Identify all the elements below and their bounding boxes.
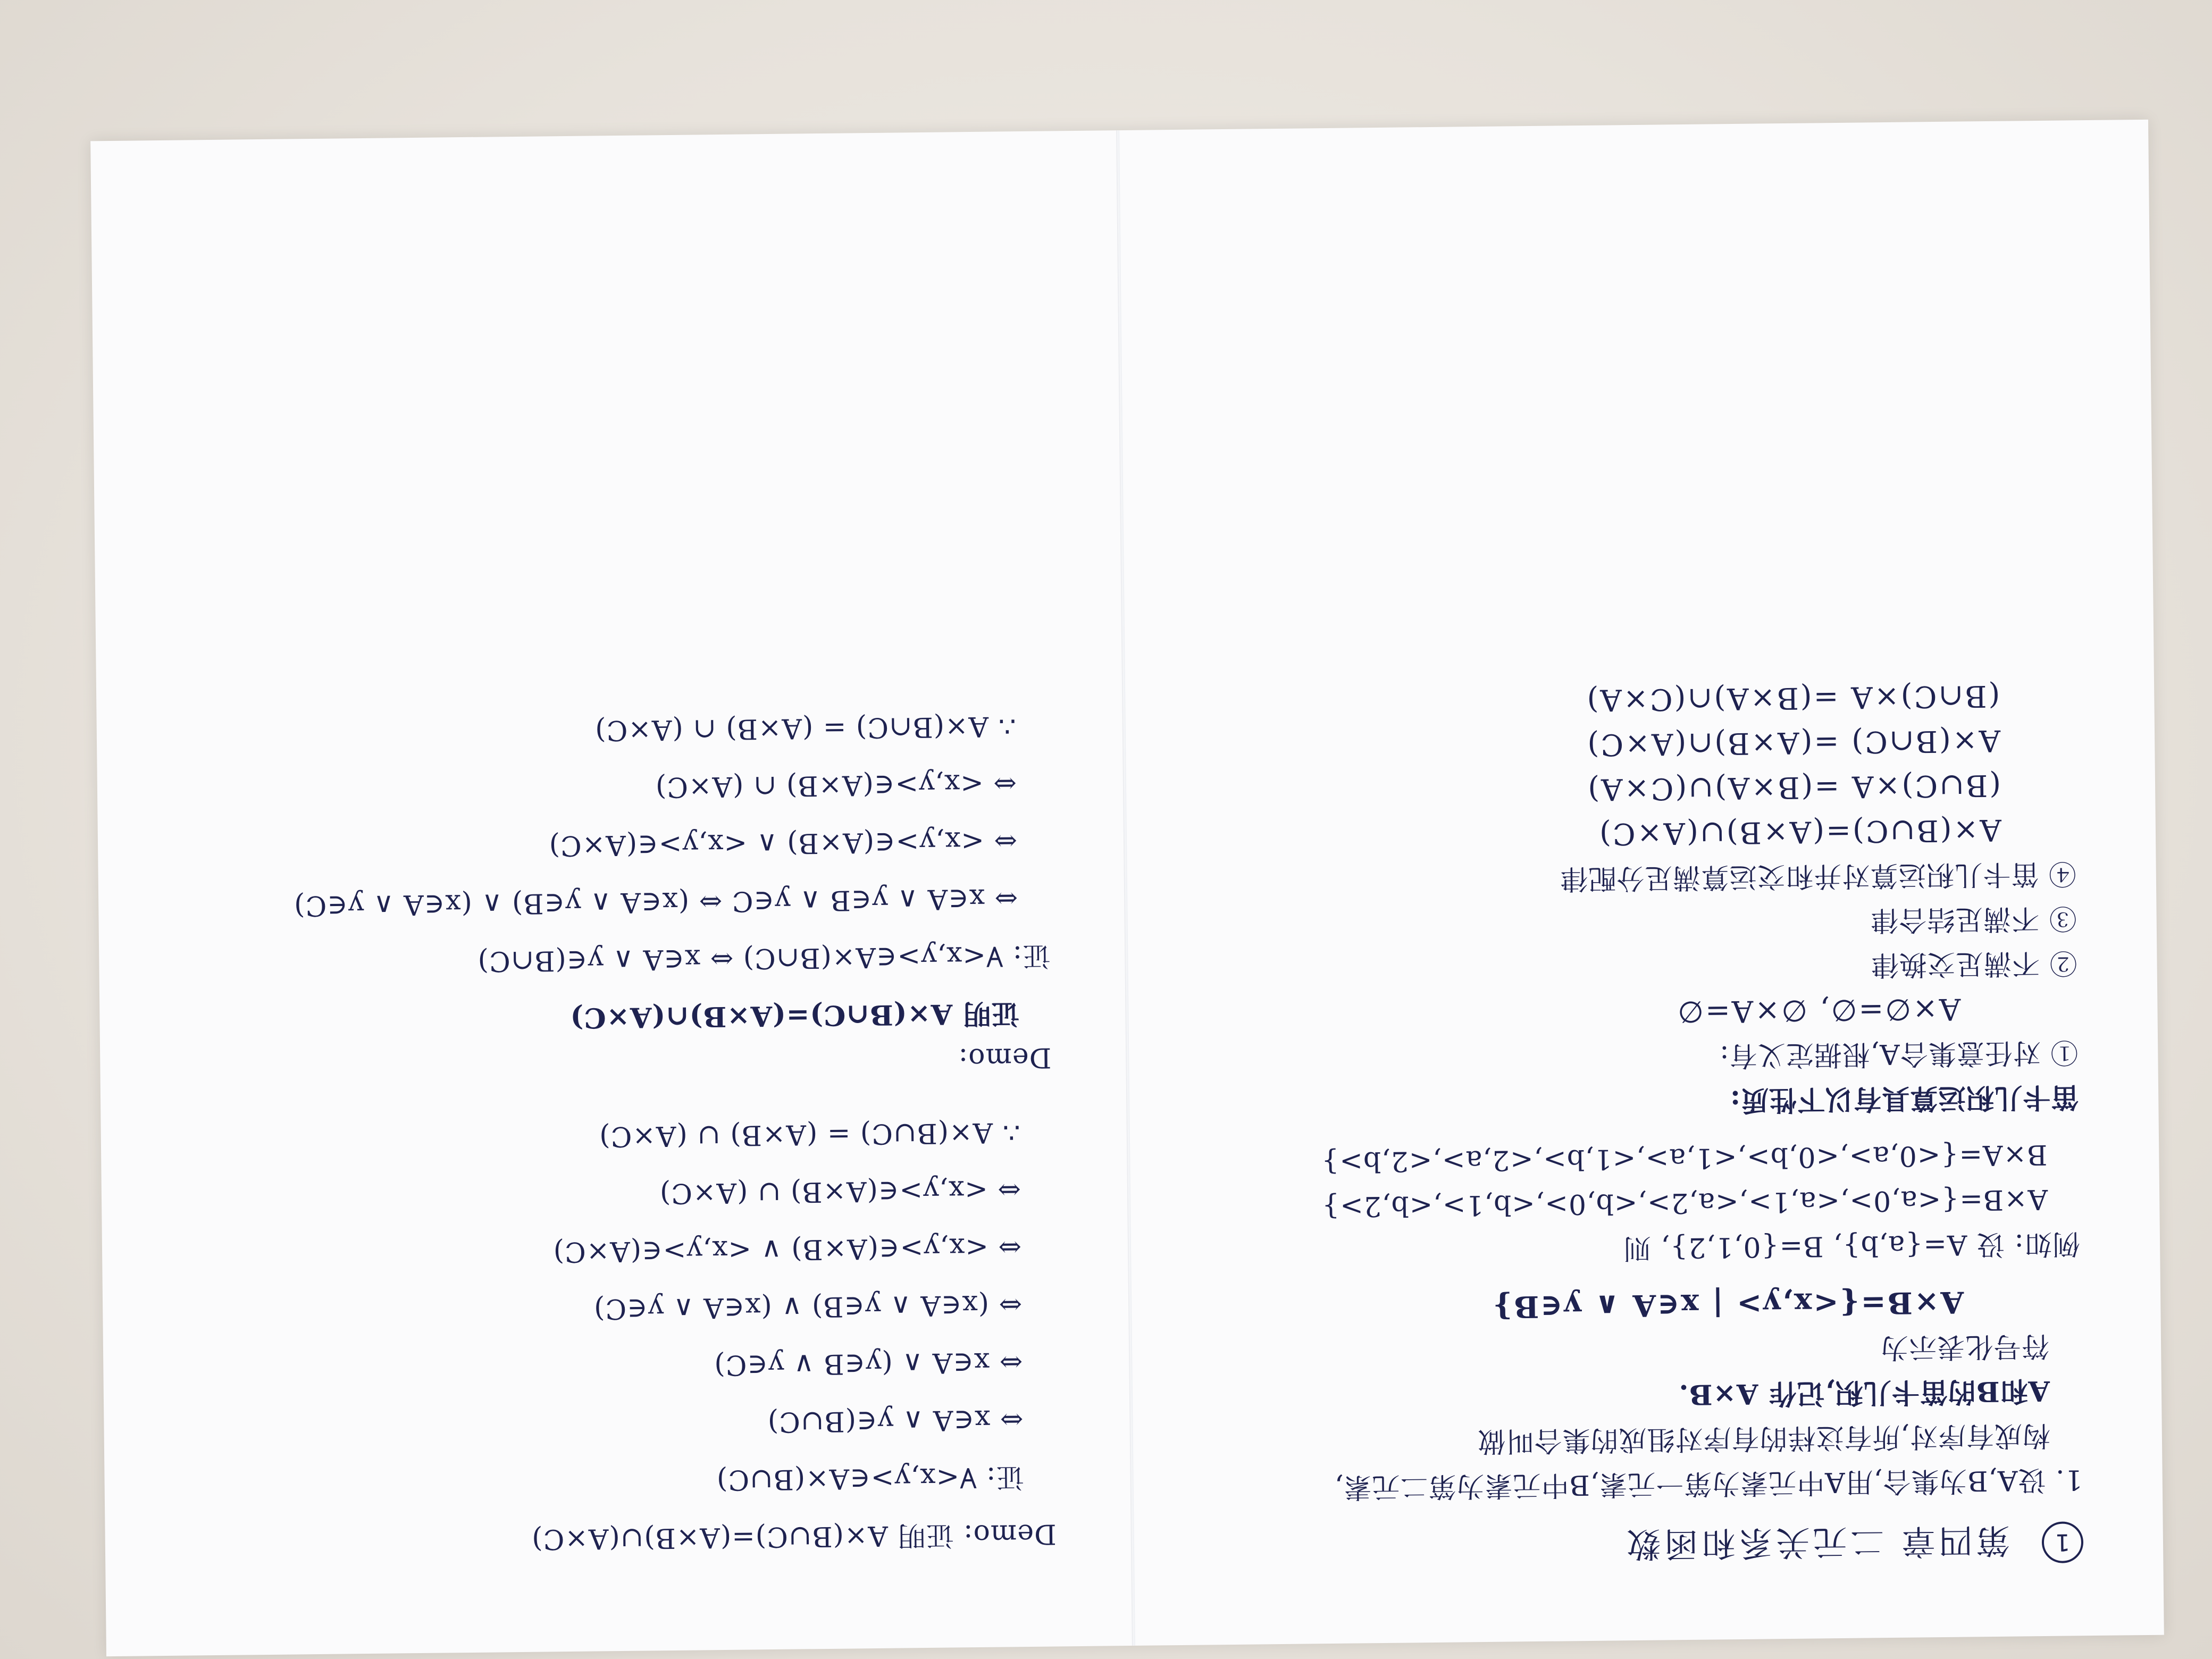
proof1-line: 证: ∀<x,y>∈A×(B∪C) <box>716 1461 1024 1496</box>
proof2-line: ⇔ x∈A ∧ y∈B ∧ y∈C ⇔ (x∈A ∧ y∈B) ∧ (x∈A ∧ y∈C) <box>293 882 1018 922</box>
chapter-heading <box>1198 1518 2084 1576</box>
definition-line: 1. 设A,B为集合,用A中元素为第一元素,B中元素为第二元素, <box>1334 1463 2083 1503</box>
definition-line: 构成有序对,所有这样的有序对组成的集合叫做 <box>1477 1419 2051 1457</box>
chapter-title: 第四章 二元关系和函数 <box>1623 1520 2010 1564</box>
distributive-formula: (B∪C)×A =(B×A)∪(C×A) <box>1586 767 2001 807</box>
left-page <box>1119 120 2164 1646</box>
empty-set-formula: A×∅=∅, ∅×A=∅ <box>1675 991 1961 1029</box>
proof1-line: ⇔ x∈A ∧ y∈(B∪C) <box>767 1403 1024 1438</box>
proof1-conclusion: ∴ A×(B∪C) = (A×B) ∪ (A×C) <box>598 1116 1021 1153</box>
proof1-line: ⇔ <x,y>∈(A×B) ∨ <x,y>∈(A×C) <box>552 1231 1022 1268</box>
page-number: 1 <box>2042 1521 2084 1563</box>
property-line: ③ 不满足结合律 <box>1870 902 2077 936</box>
proof1-line: ⇔ <x,y>∈(A×B) ∪ (A×C) <box>659 1174 1021 1210</box>
property-line: ② 不满足交换律 <box>1870 946 2077 981</box>
property-line: ① 对任意集合A,根据定义有: <box>1719 1036 2079 1072</box>
notebook-sheet <box>90 120 2164 1656</box>
right-page <box>87 130 1132 1656</box>
distributive-formula: A×(B∪C)=(A×B)∪(A×C) <box>1597 812 2002 851</box>
example-line: A×B={<a,0>,<a,1>,<a,2>,<b,0>,<b,1>,<b,2>} <box>1321 1183 2048 1223</box>
proof2-title: 证明 A×(B∩C)=(A×B)∩(A×C) <box>569 997 1019 1034</box>
proof2-conclusion: ∴ A×(B∩C) = (A×B) ∩ (A×C) <box>594 710 1017 747</box>
distributive-formula: (B∩C)×A =(B×A)∩(C×A) <box>1585 678 2000 717</box>
proof1-line: ⇔ x∈A ∧ (y∈B ∨ y∈C) <box>714 1346 1023 1381</box>
proof2-label: Demo: <box>958 1041 1052 1075</box>
proof1-title: Demo: 证明 A×(B∪C)=(A×B)∪(A×C) <box>531 1518 1057 1555</box>
definition-line: A和B的笛卡儿积,记作 A×B. <box>1678 1374 2050 1411</box>
cartesian-formula: A×B={<x,y> | x∈A ∧ y∈B} <box>1491 1284 1964 1325</box>
distributive-formula: A×(B∩C) =(A×B)∩(A×C) <box>1586 723 2001 762</box>
proof2-line: ⇔ <x,y>∈(A×B) ∩ (A×C) <box>655 767 1017 803</box>
property-line: ④ 笛卡儿积运算对并和交运算满足分配律 <box>1560 857 2077 895</box>
properties-heading: 笛卡儿积运算具有以下性质: <box>1729 1080 2079 1117</box>
proof1-line: ⇔ (x∈A ∧ y∈B) ∨ (x∈A ∧ y∈C) <box>593 1288 1023 1325</box>
example-line: 例如: 设 A={a,b}, B={0,1,2}, 则 <box>1622 1227 2081 1264</box>
proof2-line: 证: ∀<x,y>∈A×(B∩C) ⇔ x∈A ∧ y∈(B∩C) <box>477 939 1051 977</box>
proof2-line: ⇔ <x,y>∈(A×B) ∧ <x,y>∈(A×C) <box>548 825 1018 862</box>
example-line: B×A={<0,a>,<0,b>,<1,a>,<1,b>,<2,a>,<2,b>} <box>1320 1138 2048 1178</box>
notation-intro: 符号化表示为 <box>1880 1329 2050 1364</box>
